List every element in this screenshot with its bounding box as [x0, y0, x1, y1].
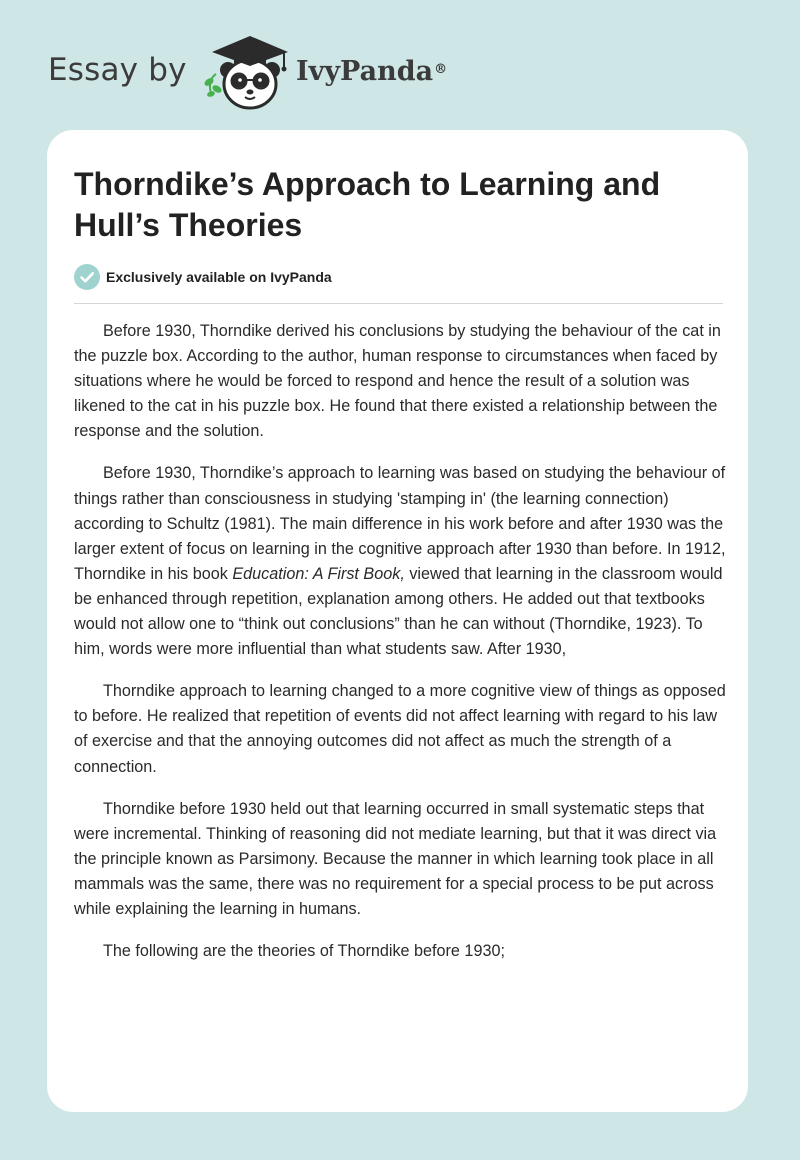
- brand-wordmark: IvyPanda: [296, 56, 434, 87]
- page-title: Thorndike’s Approach to Learning and Hull’s Theories: [74, 166, 661, 243]
- panda-graduate-logo-icon[interactable]: [200, 34, 300, 110]
- book-title: Education: A First Book,: [232, 564, 405, 583]
- site-header: [0, 0, 800, 130]
- paragraph-3: Thorndike approach to learning changed to a more cognitive view of things as opposed to before. He realized that repetition of events did not affect learning with regard to his law of exercise and that the annoying outcomes did not affect as much the strength of a connection.: [74, 682, 726, 776]
- paragraph-1: Before 1930, Thorndike derived his conclusions by studying the behaviour of the cat in the puzzle box. According to the author, human response to circumstances when faced by situations where he would be forced to respond and hence the result of a solution was likened to the cat in his puzzle box. He found that there existed a relationship between the response and the solution.: [74, 322, 721, 441]
- exclusive-badge-text: Exclusively available on IvyPanda: [106, 269, 332, 285]
- exclusive-badge: [74, 264, 332, 290]
- divider: [74, 303, 723, 304]
- essay-card: [47, 130, 748, 1112]
- paragraph-4: Thorndike before 1930 held out that learning occurred in small systematic steps that were incremental. Thinking of reasoning did not mediate learning, but that it was direct via the principle known as Parsimony. Because the manner in which learning took place in all mammals was the same, there was no requirement for a special process to be put across while explaining the learning in humans.: [74, 799, 717, 918]
- paragraph-2: [74, 461, 726, 662]
- article-body: [74, 319, 726, 981]
- paragraph-2-after: viewed that learning in the classroom would be enhanced through repetition, explanation among others. He added out that textbooks would not allow one to “think out conclusions” than he can without (Thorndike, 1923). To him, words were more influential than what students saw. After 1930,: [74, 564, 723, 659]
- essay-by-label: Essay by: [48, 52, 187, 88]
- paragraph-2-before: Before 1930, Thorndike’s approach to learning was based on studying the behaviour of things rather than consciousness in studying 'stamping in' (the learning connection) according to Schultz (1981). The main difference in his work before and after 1930 was the larger extent of focus on learning in the cognitive approach after 1930 than before. In 1912, Thorndike in his book: [74, 464, 726, 583]
- brand-name[interactable]: [296, 54, 447, 90]
- check-circle-icon: [74, 264, 100, 290]
- registered-mark: ®: [434, 62, 448, 77]
- paragraph-5: The following are the theories of Thorndike before 1930;: [103, 942, 505, 961]
